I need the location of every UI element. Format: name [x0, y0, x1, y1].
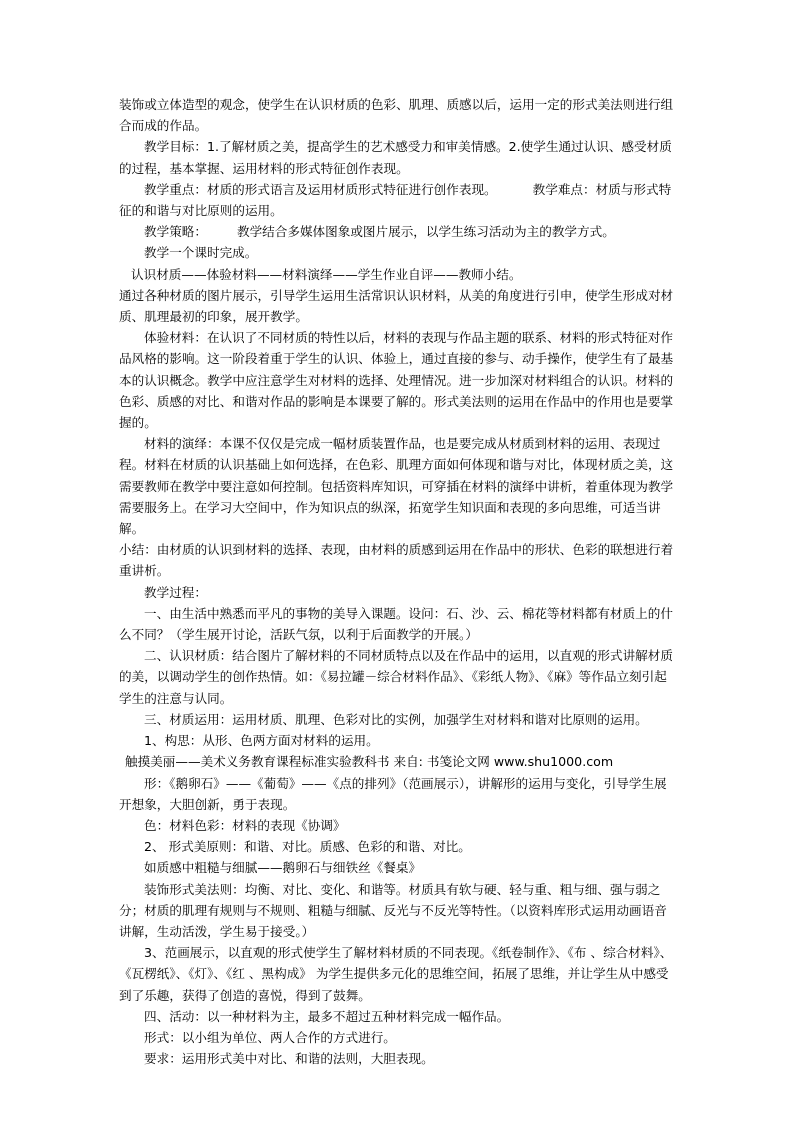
color-item: 色：材料色彩：材料的表现《协调》 [144, 817, 346, 833]
shape-item: 形：《鹅卵石》——《葡萄》——《点的排列》（范画展示），讲解形的运用与变化，引导学生展开想象，大胆创新，勇于表现。 [119, 775, 667, 812]
teaching-focus [119, 179, 679, 221]
lesson-duration: 教学一个课时完成。 [144, 245, 258, 261]
process-step-2: 二、认识材质：结合图片了解材料的不同材质特点以及在作品中的运用，以直观的形式讲解材质的美，以调动学生的创作热情。如：《易拉罐－综合材料作品》、《彩纸人物》、《麻》等作品立刻引起学生的注意与认同。 [119, 648, 673, 706]
process-step-3: 三、材质运用：运用材质、肌理、色彩对比的实例，加强学生对材料和谐对比原则的运用。 [144, 711, 648, 727]
activity-item: 四、活动：以一种材料为主，最多不超过五种材料完成一幅作品。 [144, 1008, 510, 1024]
lesson-flow: 认识材质——体验材料——材料演绎——学生作业自评——教师小结。 [131, 266, 522, 282]
teaching-key-point: 教学重点：材质的形式语言及运用材质形式特征进行创作表现。 [144, 181, 497, 197]
strategy-label: 教学策略： [144, 224, 207, 240]
experience-materials: 体验材料：在认识了不同材质的特性以后，材料的表现与作品主题的联系、材料的形式特征对作品风格的影响。这一阶段着重于学生的认识、体验上，通过直接的参与、动手操作，使学生有了最基本的认识概念。教学中应注意学生对材料的选择、处理情况。进一步加深对材料组合的认识。材料的色彩、质感的对比、和谐对作品的影响是本课要了解的。形式美法则的运用在作品中的作用也是要掌握的。 [119, 330, 674, 431]
demo-paintings: 3、范画展示，以直观的形式使学生了解材料材质的不同表现。《纸卷制作》、《布 、综合材料》、《瓦楞纸》、《灯》、《红 、黑构成》 为学生提供多元化的思维空间，拓展了思维，并让学生从中感受到了乐趣，获得了创造的喜悦，得到了鼓舞。 [119, 945, 673, 1003]
principle-item: 2、 形式美原则：和谐、对比。质感、色彩的和谐、对比。 [144, 839, 471, 855]
texture-example: 如质感中粗糙与细腻——鹅卵石与细铁丝《餐桌》 [144, 860, 422, 876]
intro-paragraph: 装饰或立体造型的观念，使学生在认识材质的色彩、肌理、质感以后，运用一定的形式美法则进行组合而成的作品。 [119, 97, 674, 134]
summary: 小结：由材质的认识到材料的选择、表现，由材料的质感到运用在作品中的形状、色彩的联想进行着重讲析。 [119, 542, 674, 579]
form-item: 形式：以小组为单位、两人合作的方式进行。 [144, 1029, 396, 1045]
decorative-rules: 装饰形式美法则：均衡、对比、变化、和谐等。材质具有软与硬、轻与重、粗与细、强与弱之分；材质的肌理有规则与不规则、粗糙与细腻、反光与不反光等特性。（以资料库形式运用动画语音讲解，生动活泼，学生易于接受。） [119, 881, 667, 939]
strategy-text: 教学结合多媒体图象或图片展示，以学生练习活动为主的教学方式。 [236, 224, 615, 240]
concept-item: 1、构思：从形、色两方面对材料的运用。 [144, 733, 379, 749]
teaching-difficulty: 教学难点：材质与形式特征的和谐与对比原则的运用。 [119, 181, 672, 219]
source-line: 触摸美丽——美术义务教育课程标准实验教科书 来自: 书笺论文网 www.shu1000.com [125, 754, 614, 770]
document-body [119, 94, 679, 1069]
teaching-goals: 教学目标：1.了解材质之美，提高学生的艺术感受力和审美情感。2.使学生通过认识、感受材质的过程，基本掌握、运用材料的形式特征创作表现。 [119, 139, 672, 176]
teaching-process-heading: 教学过程： [144, 584, 207, 600]
process-step-1: 一、由生活中熟悉而平凡的事物的美导入课题。设问：石、沙、云、棉花等材料都有材质上的什么不同？（学生展开讨论，活跃气氛，以利于后面教学的开展。） [119, 605, 673, 643]
teaching-strategy [119, 221, 679, 242]
recognize-materials: 通过各种材质的图片展示，引导学生运用生活常识认识材料，从美的角度进行引申，使学生形成对材质、肌理最初的印象，展开教学。 [119, 287, 674, 325]
material-interpretation: 材料的演绎：本课不仅仅是完成一幅材质装置作品，也是要完成从材质到材料的运用、表现过程。材料在材质的认识基础上如何选择，在色彩、肌理方面如何体现和谐与对比，体现材质之美，这需要教师在教学中要注意如何控制。包括资料库知识，可穿插在材料的演绎中讲析，着重体现为教学需要服务上。在学习大空间中，作为知识点的纵深，拓宽学生知识面和表现的多向思维，可适当讲解。 [119, 436, 674, 537]
requirement-item: 要求：运用形式美中对比、和谐的法则，大胆表现。 [144, 1051, 434, 1067]
